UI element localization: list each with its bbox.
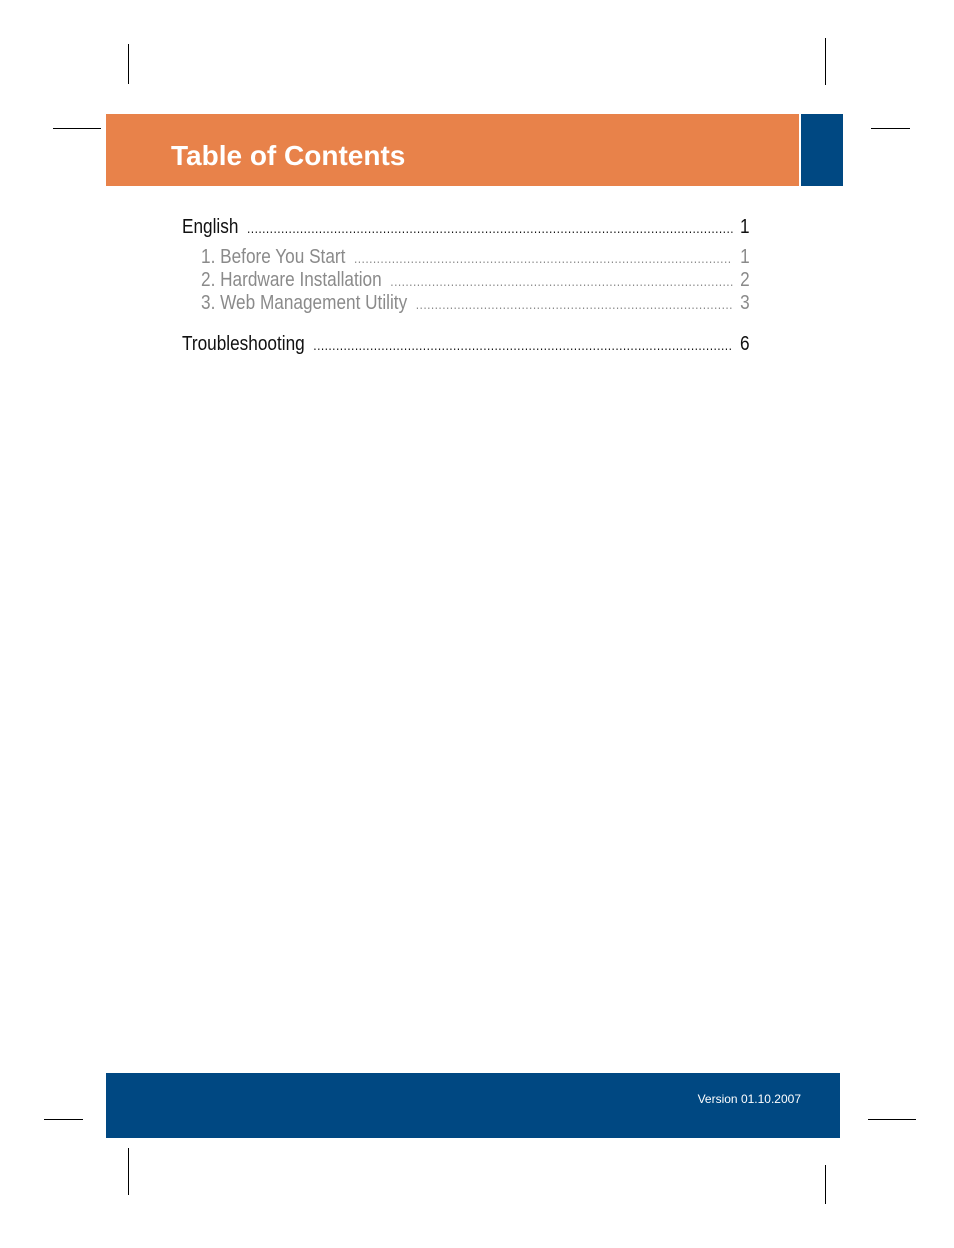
toc-entry-page: 2: [740, 269, 750, 291]
table-of-contents: [0, 0, 954, 400]
dot-leader: [313, 337, 732, 353]
toc-entry-label: English: [182, 216, 239, 238]
crop-mark: [868, 1119, 916, 1120]
toc-entry-hardware-installation[interactable]: [201, 269, 750, 292]
page-title: Table of Contents: [171, 140, 406, 171]
toc-entry-web-management-utility[interactable]: [201, 292, 750, 315]
crop-mark: [825, 1165, 826, 1204]
crop-mark: [44, 1119, 83, 1120]
crop-mark: [128, 1148, 129, 1195]
toc-entry-page: 3: [740, 292, 750, 314]
dot-leader: [354, 250, 732, 266]
toc-entry-label: 3. Web Management Utility: [201, 292, 408, 314]
dot-leader: [390, 273, 732, 289]
toc-entry-label: 2. Hardware Installation: [201, 269, 382, 291]
dot-leader: [247, 220, 732, 236]
toc-entry-before-you-start[interactable]: [201, 246, 750, 269]
footer-bar: [106, 1073, 840, 1138]
toc-entry-page: 1: [740, 216, 750, 238]
toc-entry-english[interactable]: [182, 216, 750, 239]
toc-entry-label: 1. Before You Start: [201, 246, 346, 268]
toc-entry-label: Troubleshooting: [182, 333, 305, 355]
version-label: Version 01.10.2007: [697, 1092, 801, 1106]
toc-entry-page: 6: [740, 333, 750, 355]
dot-leader: [416, 296, 733, 312]
toc-entry-page: 1: [740, 246, 750, 268]
toc-entry-troubleshooting[interactable]: [182, 333, 750, 356]
